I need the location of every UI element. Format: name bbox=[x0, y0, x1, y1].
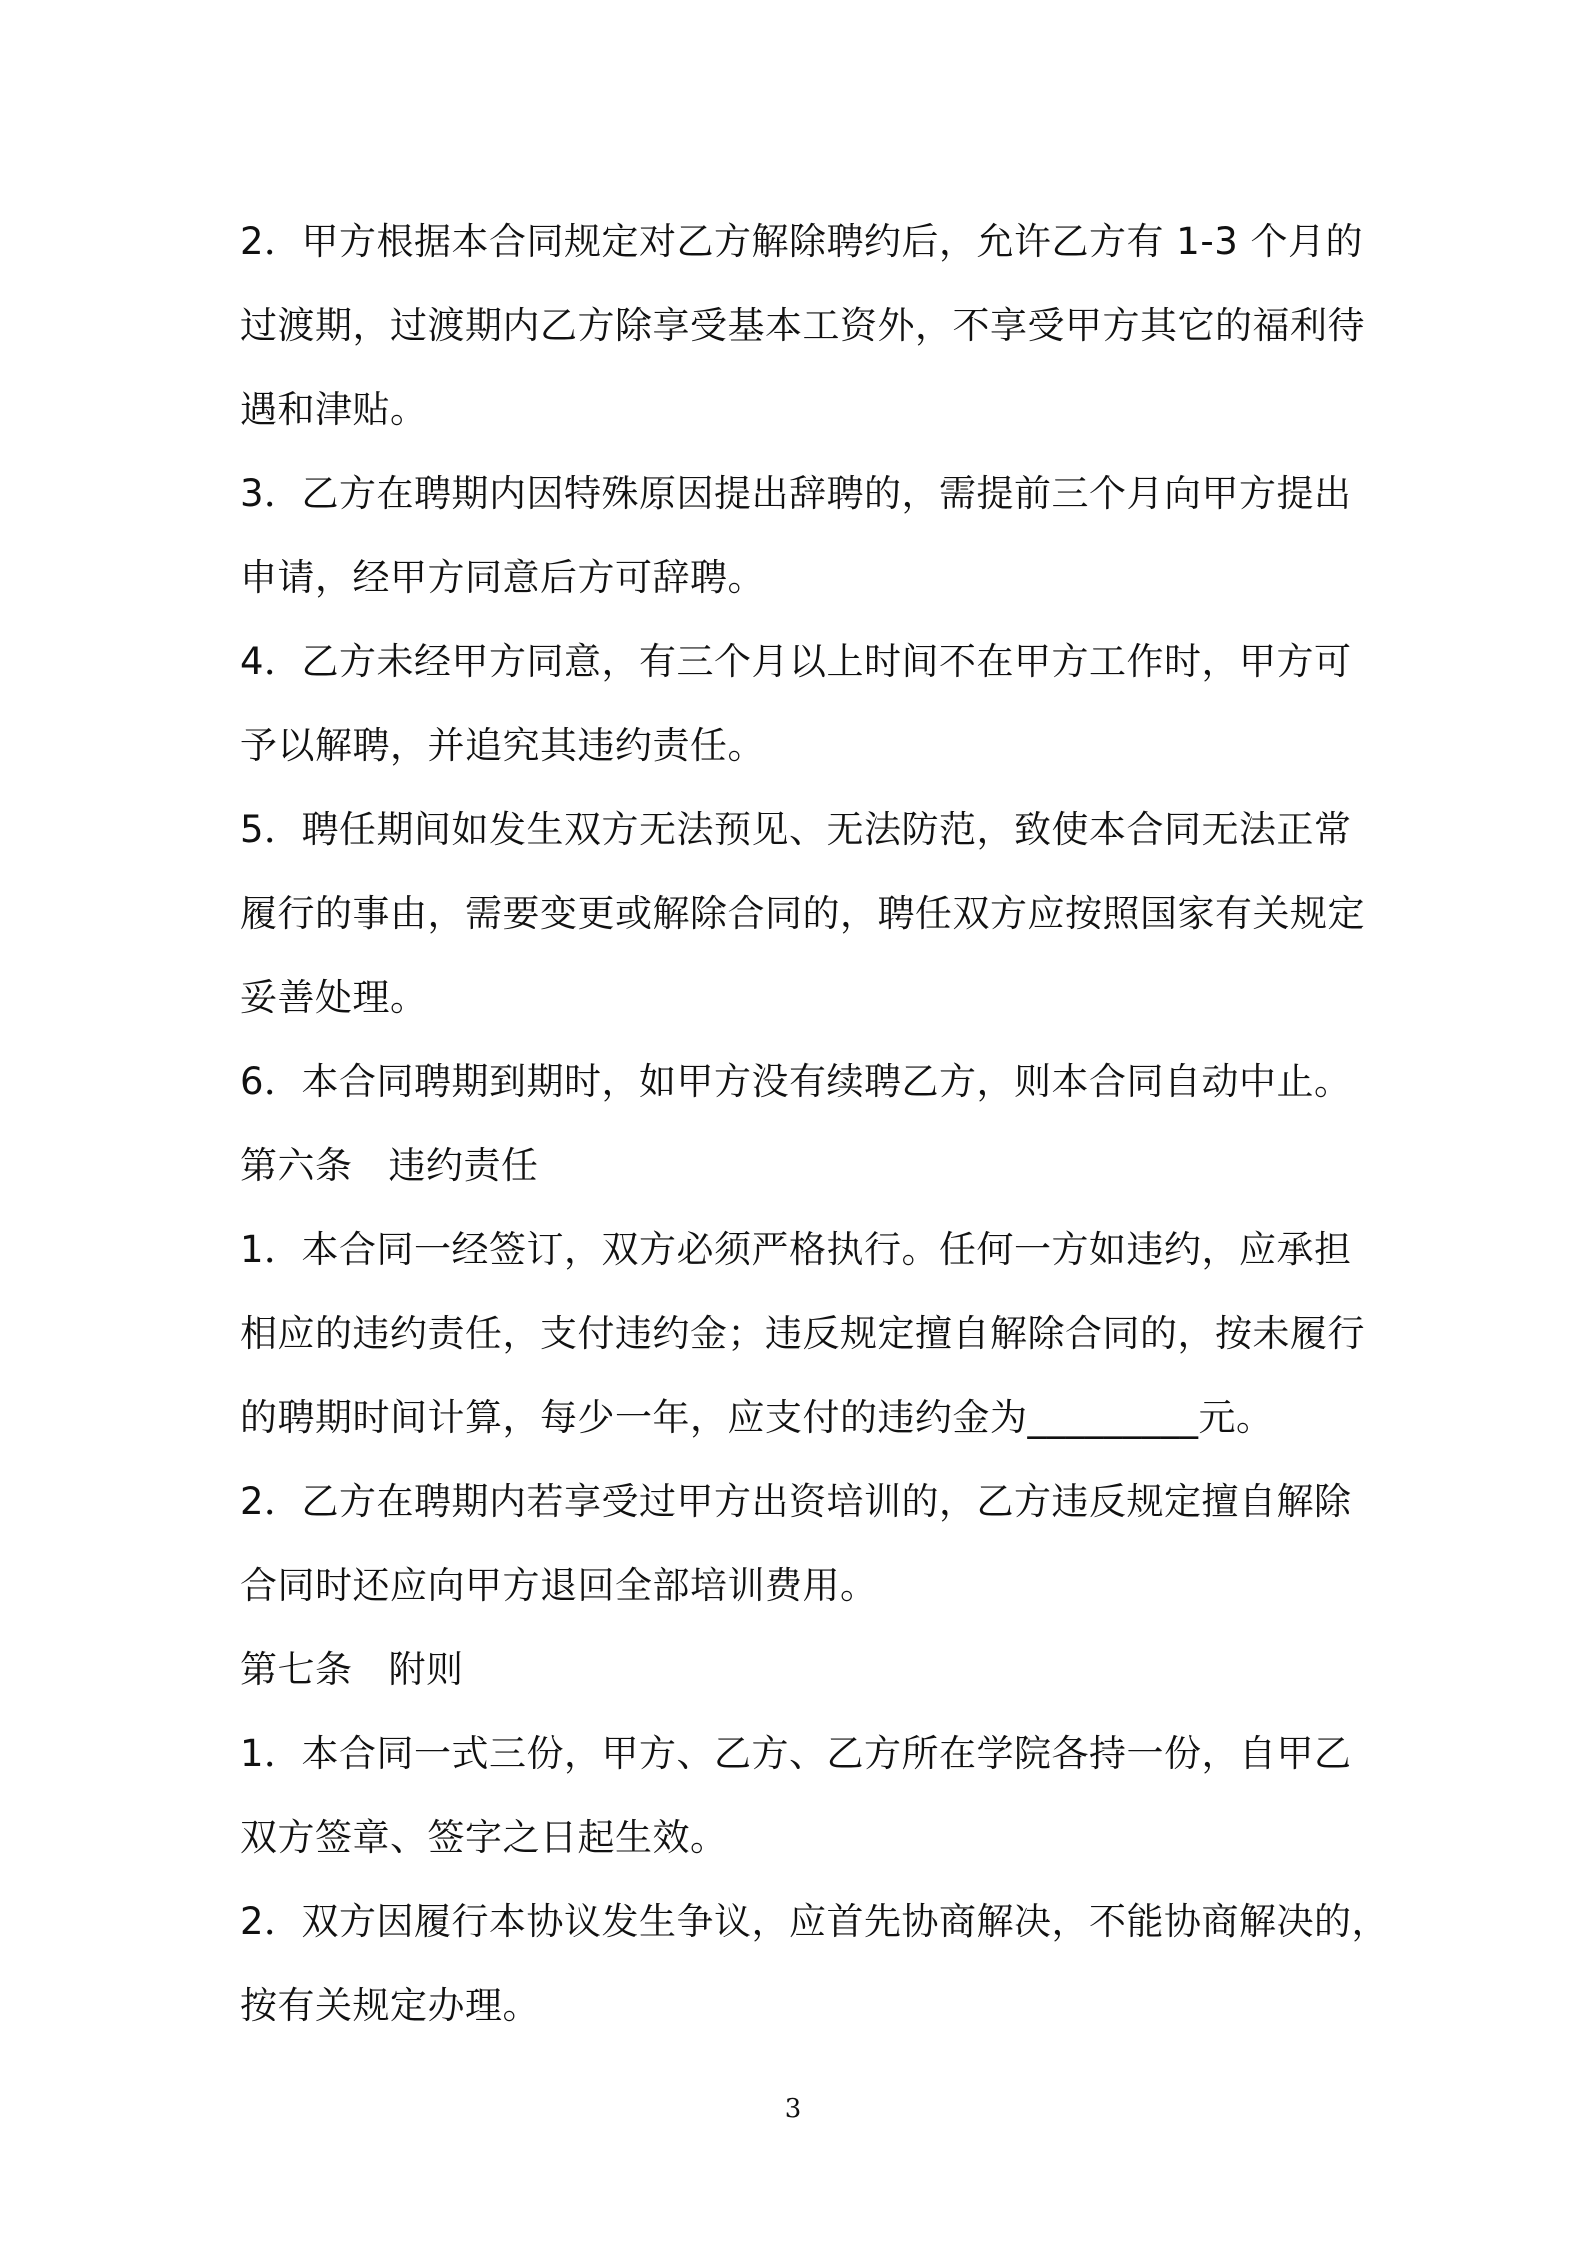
clause-line: 双方签章、签字之日起生效。 bbox=[240, 1816, 728, 1859]
section-title: 违约责任 bbox=[388, 1144, 539, 1187]
clause-line: 遇和津贴。 bbox=[240, 388, 428, 431]
clause-line: 履行的事由，需要变更或解除合同的，聘任双方应按照国家有关规定 bbox=[240, 892, 1365, 935]
clause-line: 2．乙方在聘期内若享受过甲方出资培训的，乙方违反规定擅自解除 bbox=[240, 1480, 1352, 1523]
clause-line: 6．本合同聘期到期时，如甲方没有续聘乙方，则本合同自动中止。 bbox=[240, 1060, 1352, 1103]
clause-line: 申请，经甲方同意后方可辞聘。 bbox=[240, 556, 765, 599]
section-heading-7 bbox=[240, 1628, 1360, 1712]
clause-line: 2．双方因履行本协议发生争议，应首先协商解决，不能协商解决的， bbox=[240, 1900, 1390, 1943]
clause-line: 3．乙方在聘期内因特殊原因提出辞聘的，需提前三个月向甲方提出 bbox=[240, 472, 1352, 515]
clause-line: 1．本合同一经签订，双方必须严格执行。任何一方如违约，应承担 bbox=[240, 1228, 1352, 1271]
clause-line: 1．本合同一式三份，甲方、乙方、乙方所在学院各持一份，自甲乙 bbox=[240, 1732, 1352, 1775]
section-number: 第七条 bbox=[240, 1648, 353, 1691]
document-body bbox=[240, 200, 1390, 2048]
clause-line: 妥善处理。 bbox=[240, 976, 428, 1019]
page-number: 3 bbox=[784, 2094, 802, 2124]
section-title: 附则 bbox=[388, 1648, 464, 1691]
clause-line: 4．乙方未经甲方同意，有三个月以上时间不在甲方工作时，甲方可 bbox=[240, 640, 1352, 683]
clause-line: 5．聘任期间如发生双方无法预见、无法防范，致使本合同无法正常 bbox=[240, 808, 1352, 851]
clause-line: 予以解聘，并追究其违约责任。 bbox=[240, 724, 765, 767]
clause-line: 的聘期时间计算，每少一年，应支付的违约金为_________元。 bbox=[240, 1396, 1274, 1439]
clause-line: 过渡期，过渡期内乙方除享受基本工资外，不享受甲方其它的福利待 bbox=[240, 304, 1365, 347]
section-number: 第六条 bbox=[240, 1144, 353, 1187]
clause-line: 合同时还应向甲方退回全部培训费用。 bbox=[240, 1564, 878, 1607]
clause-line: 相应的违约责任，支付违约金；违反规定擅自解除合同的，按未履行 bbox=[240, 1312, 1365, 1355]
clause-line: 2．甲方根据本合同规定对乙方解除聘约后，允许乙方有 1-3 个月的 bbox=[240, 220, 1363, 263]
section-heading-6 bbox=[240, 1124, 1360, 1208]
clause-line: 按有关规定办理。 bbox=[240, 1984, 540, 2027]
